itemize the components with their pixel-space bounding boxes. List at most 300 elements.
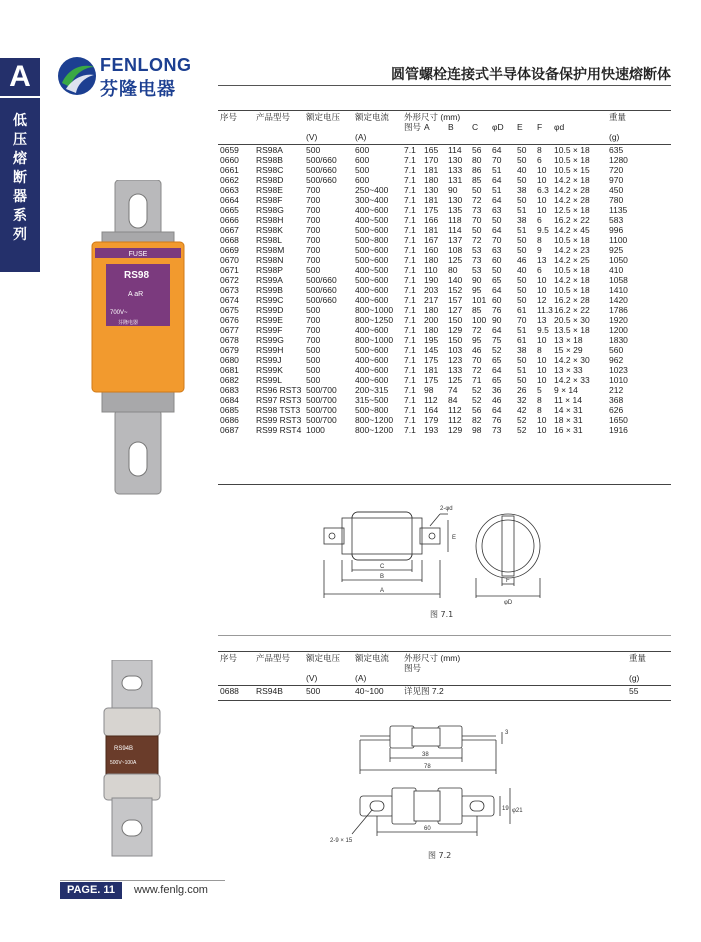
cell-e: 61	[517, 305, 527, 315]
cell-e: 38	[517, 215, 527, 225]
cell-fig: 7.1	[404, 385, 416, 395]
cell-model: RS98D	[256, 175, 284, 185]
cell-phid-small: 10.5 × 15	[554, 165, 590, 175]
cell-current: 300~400	[355, 195, 389, 205]
cell-phid-small: 10.5 × 18	[554, 155, 590, 165]
cell-voltage: 500	[306, 365, 321, 375]
t2-cell-dims: 详见图 7.2	[404, 686, 444, 696]
cell-model: RS98H	[256, 215, 284, 225]
cell-model: RS99A	[256, 275, 283, 285]
cell-phid-small: 10.5 × 18	[554, 145, 590, 155]
cell-phid-small: 10.5 × 18	[554, 235, 590, 245]
cell-e: 51	[517, 325, 527, 335]
cell-f: 10	[537, 375, 547, 385]
t2-header-weight: 重量	[629, 653, 647, 663]
cell-model: RS96 RST3	[256, 385, 302, 395]
table-row	[220, 385, 647, 395]
cell-c: 50	[472, 225, 482, 235]
cell-model: RS98N	[256, 255, 284, 265]
cell-phid-big: 64	[492, 285, 502, 295]
cell-no: 0678	[220, 335, 239, 345]
cell-voltage: 700	[306, 195, 321, 205]
cell-e: 50	[517, 295, 527, 305]
cell-e: 50	[517, 235, 527, 245]
cell-model: RS98A	[256, 145, 283, 155]
cell-no: 0681	[220, 365, 239, 375]
cell-weight: 996	[609, 225, 624, 235]
website-url: www.fenlg.com	[134, 884, 208, 896]
sidebar-divider	[0, 96, 40, 98]
dim-label-b: B	[380, 574, 385, 580]
cell-fig: 7.1	[404, 175, 416, 185]
cell-b: 112	[448, 405, 462, 415]
cell-b: 90	[448, 185, 458, 195]
cell-a: 166	[424, 215, 439, 225]
logo-mark-icon	[56, 55, 98, 97]
cell-model: RS99 RST4	[256, 425, 302, 435]
cell-a: 180	[424, 325, 439, 335]
table2-header-rule	[218, 685, 671, 686]
cell-voltage: 500/660	[306, 295, 337, 305]
cell-a: 175	[424, 205, 439, 215]
cell-phid-small: 10.5 × 18	[554, 285, 590, 295]
cell-model: RS99E	[256, 315, 283, 325]
cell-model: RS99H	[256, 345, 284, 355]
cell-current: 600	[355, 145, 370, 155]
cell-current: 400~600	[355, 325, 389, 335]
cell-phid-small: 13 × 33	[554, 365, 583, 375]
cell-model: RS98B	[256, 155, 283, 165]
cell-f: 6	[537, 155, 542, 165]
cell-phid-big: 64	[492, 195, 502, 205]
cell-c: 72	[472, 195, 482, 205]
t2-cell-weight: 55	[629, 686, 639, 696]
cell-voltage: 700	[306, 215, 321, 225]
cell-no: 0660	[220, 155, 239, 165]
cell-current: 500~600	[355, 255, 389, 265]
t2-header-dims: 外形尺寸 (mm)	[404, 653, 461, 663]
cell-current: 500~600	[355, 275, 389, 285]
figure-7-1-caption: 图 7.1	[430, 610, 454, 619]
cell-fig: 7.1	[404, 305, 416, 315]
cell-phid-small: 14.2 × 25	[554, 255, 590, 265]
cell-current: 200~315	[355, 385, 389, 395]
cell-f: 8	[537, 395, 542, 405]
cell-e: 40	[517, 265, 527, 275]
cell-no: 0670	[220, 255, 239, 265]
cell-current: 500	[355, 165, 370, 175]
cell-c: 52	[472, 385, 482, 395]
t2-cell-current: 40~100	[355, 686, 384, 696]
cell-a: 180	[424, 175, 439, 185]
cell-f: 9.5	[537, 225, 549, 235]
cell-weight: 368	[609, 395, 624, 405]
cell-fig: 7.1	[404, 205, 416, 215]
cell-fig: 7.1	[404, 345, 416, 355]
cell-b: 152	[448, 285, 463, 295]
cell-no: 0671	[220, 265, 239, 275]
table-row	[220, 195, 647, 205]
cell-phid-small: 14.2 × 28	[554, 185, 590, 195]
cell-weight: 212	[609, 385, 624, 395]
table-row	[220, 355, 647, 365]
cell-a: 164	[424, 405, 439, 415]
cell-e: 50	[517, 375, 527, 385]
cell-no: 0682	[220, 375, 239, 385]
dim2-label-d21: φ21	[512, 808, 523, 814]
cell-weight: 1023	[609, 365, 628, 375]
cell-no: 0668	[220, 235, 239, 245]
cell-f: 6.3	[537, 185, 549, 195]
cell-weight: 635	[609, 145, 624, 155]
cell-model: RS98F	[256, 195, 283, 205]
section-title: 低压熔断器系列	[13, 113, 27, 243]
cell-no: 0672	[220, 275, 239, 285]
cell-current: 800~1000	[355, 305, 394, 315]
cell-voltage: 700	[306, 185, 321, 195]
cell-c: 72	[472, 235, 482, 245]
cell-a: 170	[424, 155, 439, 165]
cell-a: 193	[424, 425, 439, 435]
table-row	[220, 285, 647, 295]
cell-f: 10	[537, 355, 547, 365]
cell-fig: 7.1	[404, 395, 416, 405]
cell-model: RS98E	[256, 185, 283, 195]
cell-phid-small: 14.2 × 18	[554, 175, 590, 185]
page-number-badge: PAGE. 11	[60, 882, 122, 899]
col-subheader-c: C	[472, 122, 479, 132]
cell-no: 0667	[220, 225, 239, 235]
cell-c: 56	[472, 405, 482, 415]
cell-current: 500~600	[355, 225, 389, 235]
cell-e: 40	[517, 165, 527, 175]
cell-fig: 7.1	[404, 335, 416, 345]
cell-no: 0662	[220, 175, 239, 185]
cell-phid-small: 15 × 29	[554, 345, 583, 355]
dim-label-a: A	[380, 588, 385, 594]
cell-weight: 780	[609, 195, 624, 205]
cell-a: 217	[424, 295, 439, 305]
dim-label-e: E	[452, 535, 457, 541]
cell-c: 95	[472, 335, 482, 345]
cell-e: 50	[517, 245, 527, 255]
cell-voltage: 500/660	[306, 175, 337, 185]
cell-voltage: 700	[306, 255, 321, 265]
col-subheader-f: F	[537, 122, 543, 132]
product-photo-rs94b	[100, 660, 166, 858]
cell-model: RS98P	[256, 265, 283, 275]
cell-fig: 7.1	[404, 265, 416, 275]
col-header-voltage: 额定电压	[306, 112, 341, 122]
cell-phid-big: 70	[492, 235, 502, 245]
dim2-label-78: 78	[424, 764, 431, 770]
cell-no: 0675	[220, 305, 239, 315]
cell-voltage: 500/700	[306, 395, 337, 405]
cell-model: RS98K	[256, 225, 283, 235]
cell-weight: 1280	[609, 155, 628, 165]
cell-b: 84	[448, 395, 458, 405]
table-row	[220, 205, 647, 215]
cell-current: 400~500	[355, 265, 389, 275]
cell-no: 0663	[220, 185, 239, 195]
cell-no: 0683	[220, 385, 239, 395]
table-row	[220, 235, 647, 245]
cell-model: RS99G	[256, 335, 284, 345]
cell-b: 131	[448, 175, 463, 185]
col-subheader-e: E	[517, 122, 523, 132]
col-subheader-a: A	[424, 122, 430, 132]
cell-phid-big: 64	[492, 225, 502, 235]
heading-divider	[218, 85, 671, 86]
cell-phid-small: 10.5 × 18	[554, 265, 590, 275]
label-fuse-text: FUSE	[128, 251, 148, 258]
brand-name-en: FENLONG	[100, 55, 192, 75]
unit-weight: (g)	[609, 132, 620, 142]
cell-a: 195	[424, 335, 439, 345]
cell-current: 800~1200	[355, 415, 394, 425]
cell-e: 51	[517, 365, 527, 375]
cell-c: 53	[472, 265, 482, 275]
cell-b: 114	[448, 145, 462, 155]
cell-fig: 7.1	[404, 415, 416, 425]
cell-weight: 962	[609, 355, 624, 365]
cell-model: RS98C	[256, 165, 284, 175]
cell-a: 203	[424, 285, 439, 295]
t2-cell-no: 0688	[220, 686, 239, 696]
cell-f: 10	[537, 175, 547, 185]
cell-phid-small: 16 × 31	[554, 425, 583, 435]
cell-model: RS99K	[256, 365, 283, 375]
cell-a: 130	[424, 185, 439, 195]
cell-f: 6	[537, 265, 542, 275]
cell-phid-big: 76	[492, 415, 502, 425]
dim-label-phid: φD	[504, 600, 513, 605]
label-rating-text: A aR	[128, 291, 144, 298]
table-row	[220, 345, 647, 355]
cell-e: 51	[517, 205, 527, 215]
cell-phid-big: 46	[492, 395, 502, 405]
cell-phid-big: 64	[492, 405, 502, 415]
cell-f: 8	[537, 235, 542, 245]
product-photo-rs98	[82, 180, 194, 496]
cell-model: RS98 TST3	[256, 405, 301, 415]
cell-weight: 410	[609, 265, 624, 275]
cell-a: 175	[424, 375, 439, 385]
cell-b: 133	[448, 365, 463, 375]
cell-b: 140	[448, 275, 463, 285]
cell-voltage: 500	[306, 345, 321, 355]
cell-e: 42	[517, 405, 527, 415]
cell-phid-small: 13 × 18	[554, 335, 583, 345]
cell-no: 0665	[220, 205, 239, 215]
cell-no: 0687	[220, 425, 239, 435]
section-letter: A	[0, 58, 40, 96]
table-row	[220, 275, 647, 285]
col-header-dims: 外形尺寸 (mm)	[404, 112, 461, 122]
cell-c: 70	[472, 215, 482, 225]
cell-phid-small: 14 × 31	[554, 405, 583, 415]
spec-table-rs94b	[220, 653, 667, 697]
cell-voltage: 500	[306, 265, 321, 275]
cell-current: 500~800	[355, 235, 389, 245]
table2-top-rule	[218, 635, 671, 636]
cell-weight: 450	[609, 185, 624, 195]
cell-c: 82	[472, 415, 482, 425]
t2-unit-weight: (g)	[629, 673, 640, 683]
cell-a: 181	[424, 225, 439, 235]
table-row	[220, 395, 647, 405]
col-subheader-phid-small: φd	[554, 122, 565, 132]
cell-current: 400~600	[355, 205, 389, 215]
cell-phid-small: 14.2 × 18	[554, 275, 590, 285]
cell-a: 160	[424, 245, 439, 255]
cell-phid-small: 16.2 × 22	[554, 305, 590, 315]
cell-weight: 970	[609, 175, 624, 185]
cell-phid-big: 64	[492, 145, 502, 155]
dim2-label-60: 60	[424, 826, 431, 832]
table-row	[220, 315, 647, 325]
table-row	[220, 295, 647, 305]
cell-b: 114	[448, 225, 462, 235]
dim2-label-thickness: 3	[505, 730, 509, 736]
cell-c: 86	[472, 165, 482, 175]
cell-weight: 925	[609, 245, 624, 255]
cell-phid-big: 90	[492, 315, 502, 325]
cell-voltage: 500/660	[306, 275, 337, 285]
cell-fig: 7.1	[404, 185, 416, 195]
cell-voltage: 700	[306, 315, 321, 325]
dim-label-f: F	[506, 578, 510, 584]
table1-bottom-rule	[218, 484, 671, 485]
table-row	[220, 215, 647, 225]
cell-no: 0674	[220, 295, 239, 305]
cell-current: 400~600	[355, 375, 389, 385]
cell-b: 129	[448, 325, 463, 335]
table2-bottom-rule	[218, 700, 671, 701]
cell-b: 118	[448, 215, 462, 225]
label-model-text: RS98	[124, 270, 150, 281]
cell-model: RS99 RST3	[256, 415, 302, 425]
cell-no: 0673	[220, 285, 239, 295]
cell-c: 95	[472, 285, 482, 295]
cell-b: 127	[448, 305, 463, 315]
brand-name-cn: 芬隆电器	[100, 79, 176, 100]
table-row	[220, 255, 647, 265]
cell-voltage: 1000	[306, 425, 325, 435]
cell-model: RS99J	[256, 355, 282, 365]
cell-voltage: 500/700	[306, 405, 337, 415]
cell-f: 13	[537, 255, 547, 265]
cell-current: 600	[355, 175, 370, 185]
cell-phid-small: 13.5 × 18	[554, 325, 590, 335]
table-row	[220, 405, 647, 415]
cell-voltage: 700	[306, 205, 321, 215]
cell-a: 200	[424, 315, 439, 325]
cell-c: 70	[472, 355, 482, 365]
cell-c: 85	[472, 175, 482, 185]
t2-unit-voltage: (V)	[306, 673, 318, 683]
cell-e: 46	[517, 255, 527, 265]
t2-unit-current: (A)	[355, 673, 367, 683]
cell-no: 0685	[220, 405, 239, 415]
dim-label-c: C	[380, 564, 385, 570]
col-header-no: 序号	[220, 112, 238, 122]
cell-no: 0669	[220, 245, 239, 255]
cell-b: 137	[448, 235, 463, 245]
cell-c: 46	[472, 345, 482, 355]
t2-cell-voltage: 500	[306, 686, 321, 696]
cell-fig: 7.1	[404, 235, 416, 245]
cell-f: 5	[537, 385, 542, 395]
cell-b: 103	[448, 345, 463, 355]
cell-fig: 7.1	[404, 195, 416, 205]
cell-no: 0677	[220, 325, 239, 335]
table-row	[220, 415, 647, 425]
footer-rule	[60, 880, 225, 881]
cell-f: 10	[537, 205, 547, 215]
cell-weight: 1100	[609, 235, 628, 245]
cell-phid-small: 14.2 × 33	[554, 375, 590, 385]
cell-a: 181	[424, 365, 439, 375]
cell-e: 38	[517, 185, 527, 195]
cell-a: 98	[424, 385, 434, 395]
t2-header-fig: 图号	[404, 663, 422, 673]
figure-7-1-drawing	[318, 500, 548, 605]
cell-e: 52	[517, 425, 527, 435]
cell-phid-small: 14.2 × 45	[554, 225, 590, 235]
cell-fig: 7.1	[404, 365, 416, 375]
cell-fig: 7.1	[404, 285, 416, 295]
table1-units-row	[220, 132, 647, 142]
t2-cell-model: RS94B	[256, 686, 283, 696]
cell-phid-big: 64	[492, 365, 502, 375]
cell-no: 0680	[220, 355, 239, 365]
cell-phid-big: 50	[492, 215, 502, 225]
cell-no: 0659	[220, 145, 239, 155]
cell-phid-small: 20.5 × 30	[554, 315, 590, 325]
cell-phid-big: 52	[492, 345, 502, 355]
cell-fig: 7.1	[404, 315, 416, 325]
table-row	[220, 155, 647, 165]
cell-b: 135	[448, 205, 463, 215]
cell-e: 50	[517, 195, 527, 205]
cell-b: 80	[448, 265, 458, 275]
cell-a: 110	[424, 265, 438, 275]
cell-fig: 7.1	[404, 275, 416, 285]
cell-a: 145	[424, 345, 439, 355]
figure-7-2-caption: 图 7.2	[428, 851, 452, 860]
cell-model: RS97 RST3	[256, 395, 302, 405]
cell-weight: 1058	[609, 275, 628, 285]
cell-current: 400~500	[355, 215, 389, 225]
cell-voltage: 500/660	[306, 165, 337, 175]
table-row	[220, 245, 647, 255]
cell-f: 10	[537, 165, 547, 175]
dim2-label-slot: 2-9 × 15	[330, 838, 353, 844]
cell-f: 10	[537, 275, 547, 285]
cell-e: 50	[517, 175, 527, 185]
cell-fig: 7.1	[404, 145, 416, 155]
cell-b: 133	[448, 165, 463, 175]
brand-logo	[56, 55, 196, 100]
cell-voltage: 500/700	[306, 385, 337, 395]
cell-phid-big: 73	[492, 425, 502, 435]
cell-c: 80	[472, 155, 482, 165]
cell-phid-big: 64	[492, 175, 502, 185]
cell-e: 61	[517, 335, 527, 345]
table2-header-row	[220, 653, 667, 663]
cell-phid-big: 64	[492, 325, 502, 335]
